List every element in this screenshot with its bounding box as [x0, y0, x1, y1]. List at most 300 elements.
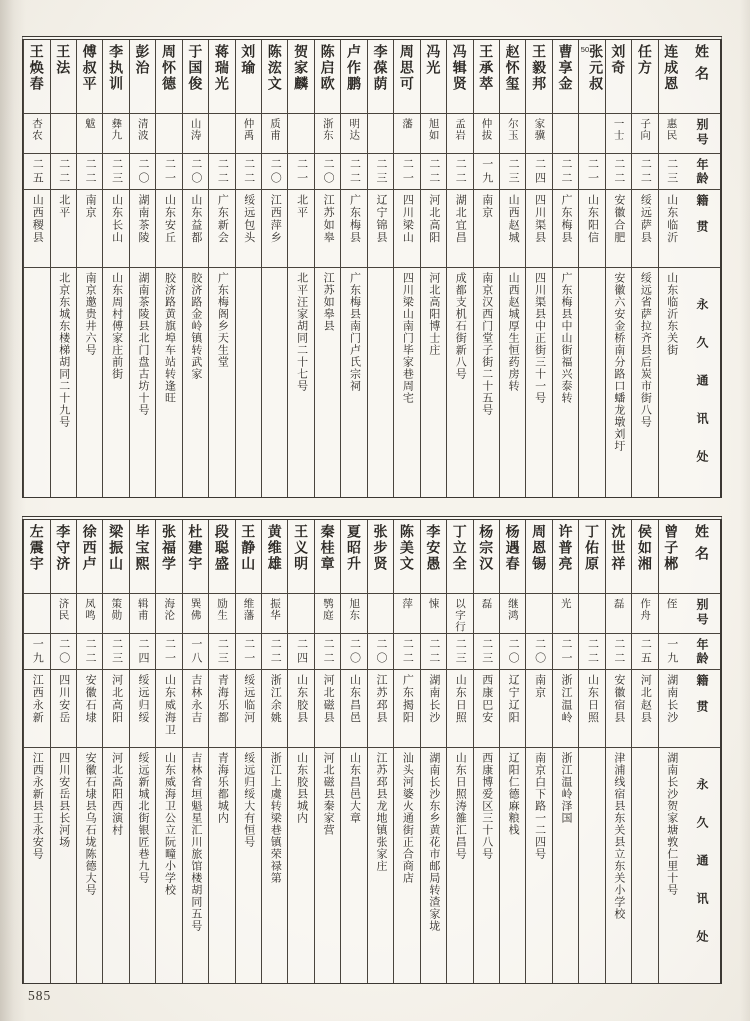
person-native-text: 四川梁山 — [401, 194, 414, 244]
person-age-text: 二二 — [269, 638, 282, 666]
person-name — [315, 40, 340, 114]
person-column — [578, 40, 604, 497]
person-native-text: 安徽宿县 — [612, 674, 625, 724]
person-address — [632, 268, 657, 497]
person-age — [262, 634, 287, 670]
person-address — [579, 268, 604, 497]
person-address-text: 绥远归绥大有恒号 — [242, 752, 255, 848]
person-column — [552, 40, 578, 497]
person-native — [77, 670, 102, 748]
person-name-text: 周思可 — [398, 44, 415, 92]
person-native — [579, 670, 604, 748]
person-column — [473, 40, 499, 497]
person-native — [288, 190, 313, 268]
person-address-text: 广东梅县南门卢氏宗祠 — [348, 272, 361, 392]
person-address-text: 青海乐都城内 — [216, 752, 229, 824]
person-native-text: 四川安岳 — [57, 674, 70, 724]
person-address-text: 吉林省垣魁星汇川旅馆楼胡同五号 — [189, 752, 202, 932]
person-column — [287, 520, 313, 983]
person-native-text: 浙江温岭 — [560, 674, 573, 724]
person-age — [341, 154, 366, 190]
person-address — [183, 748, 208, 983]
person-native-text: 绥远萨县 — [639, 194, 652, 244]
person-name — [632, 520, 657, 594]
person-name-text: 黄维雄 — [266, 524, 283, 572]
person-column — [367, 40, 393, 497]
person-alias-text: 杏农 — [31, 118, 44, 141]
person-age-text: 一九 — [665, 638, 678, 666]
person-address — [183, 268, 208, 497]
person-address — [447, 268, 472, 497]
person-name — [500, 40, 525, 114]
person-name-text: 刘瑜 — [240, 44, 257, 76]
person-name — [341, 40, 366, 114]
person-address — [421, 748, 446, 983]
person-native-text: 南京 — [480, 194, 493, 219]
person-age — [606, 154, 631, 190]
person-column — [314, 520, 340, 983]
person-alias — [394, 594, 419, 634]
person-address — [474, 748, 499, 983]
person-alias — [315, 114, 340, 154]
person-name — [368, 520, 393, 594]
person-address-text: 绥远新城北街银匠巷九号 — [137, 752, 150, 884]
person-age-text: 二一 — [242, 638, 255, 666]
person-name-text: 陈浤文 — [266, 44, 283, 92]
person-alias-text: 仲禹 — [242, 118, 255, 141]
person-name — [553, 40, 578, 114]
person-address — [315, 268, 340, 497]
person-address-text: 山东威海卫公立阮疃小学校 — [163, 752, 176, 896]
person-address — [368, 748, 393, 983]
person-alias — [659, 594, 684, 634]
person-name — [553, 520, 578, 594]
person-age-text: 二一 — [295, 158, 308, 186]
person-age — [315, 154, 340, 190]
person-alias-text: 凤鸣 — [83, 598, 96, 621]
header-alias-text: 别号 — [695, 598, 709, 628]
person-address — [632, 748, 657, 983]
person-column — [261, 40, 287, 497]
person-name — [447, 40, 472, 114]
person-native-text: 广东梅县 — [348, 194, 361, 244]
person-alias-text: 鹗庭 — [321, 598, 334, 621]
person-column — [102, 40, 128, 497]
person-alias — [209, 594, 234, 634]
person-native-text: 青海乐都 — [216, 674, 229, 724]
person-column — [525, 40, 551, 497]
person-column — [50, 40, 76, 497]
person-alias — [606, 114, 631, 154]
person-alias — [130, 594, 155, 634]
person-alias — [500, 594, 525, 634]
person-age — [183, 634, 208, 670]
person-name — [103, 40, 128, 114]
person-native-text: 江西永新 — [31, 674, 44, 724]
person-alias-text: 魃 — [83, 118, 96, 130]
person-name-text: 于国俊 — [187, 44, 204, 92]
person-alias — [368, 594, 393, 634]
person-native — [183, 670, 208, 748]
person-column — [340, 520, 366, 983]
header-name-text: 姓名 — [694, 524, 710, 568]
person-native — [209, 190, 234, 268]
person-address — [236, 748, 261, 983]
person-name-text: 曹享金 — [557, 44, 574, 92]
header-native — [684, 190, 720, 268]
person-alias — [579, 594, 604, 634]
person-age-text: 二二 — [242, 158, 255, 186]
person-name-text: 王义明 — [293, 524, 310, 572]
person-address-text: 江苏如皋县 — [322, 272, 335, 332]
person-native — [553, 670, 578, 748]
person-age-text: 二五 — [31, 158, 44, 186]
person-native — [77, 190, 102, 268]
person-native-text: 辽宁辽阳 — [507, 674, 520, 724]
person-name — [368, 40, 393, 114]
person-age — [579, 154, 604, 190]
person-alias — [421, 594, 446, 634]
person-address-text: 湖南长沙贺家塘敦仁里十号 — [665, 752, 678, 896]
person-native-text: 山东长山 — [110, 194, 123, 244]
person-native-text: 河北高阳 — [110, 674, 123, 724]
person-native — [447, 670, 472, 748]
person-note: 50 — [580, 45, 590, 54]
person-name — [447, 520, 472, 594]
person-address — [368, 268, 393, 497]
person-age — [394, 154, 419, 190]
person-age — [394, 634, 419, 670]
person-address-text: 山西赵城厚生恒药房转 — [507, 272, 520, 392]
person-name — [632, 40, 657, 114]
person-native — [315, 190, 340, 268]
person-age — [606, 634, 631, 670]
person-native-text: 广东梅县 — [560, 194, 573, 244]
person-age — [183, 154, 208, 190]
person-column — [446, 40, 472, 497]
person-age — [288, 154, 313, 190]
person-native — [236, 190, 261, 268]
person-name — [606, 520, 631, 594]
person-address-text: 山东日照涛雒汇昌号 — [454, 752, 467, 860]
person-age-text: 二一 — [586, 158, 599, 186]
person-alias — [474, 594, 499, 634]
person-age-text: 二二 — [560, 158, 573, 186]
person-native-text: 四川渠县 — [533, 194, 546, 244]
person-age — [659, 634, 684, 670]
person-column — [182, 520, 208, 983]
person-native-text: 广东新会 — [216, 194, 229, 244]
person-name-text: 夏昭升 — [346, 524, 363, 572]
page-number: 585 — [28, 988, 52, 1003]
person-address — [236, 268, 261, 497]
person-age-text: 一九 — [480, 158, 493, 186]
header-alias — [684, 114, 720, 154]
person-name — [183, 40, 208, 114]
person-alias — [553, 114, 578, 154]
person-native — [394, 190, 419, 268]
person-address — [394, 748, 419, 983]
person-name-text: 周恩锡 — [531, 524, 548, 572]
person-name-text: 傅叔平 — [81, 44, 98, 92]
person-alias-text: 作舟 — [639, 598, 652, 621]
person-name — [526, 520, 551, 594]
person-native-text: 湖南长沙 — [427, 674, 440, 724]
person-column — [208, 40, 234, 497]
person-alias — [447, 114, 472, 154]
person-column — [235, 40, 261, 497]
person-age — [553, 634, 578, 670]
person-name-text: 丁佑原 — [583, 524, 600, 572]
person-native — [659, 190, 684, 268]
person-column — [50, 520, 76, 983]
person-native — [659, 670, 684, 748]
header-name — [684, 520, 720, 594]
person-alias-text: 振华 — [268, 598, 281, 621]
person-native-text: 河北磁县 — [322, 674, 335, 724]
header-native-text: 籍贯 — [695, 194, 709, 246]
person-native-text: 浙江余姚 — [269, 674, 282, 724]
person-address-text: 山东昌邑大章 — [348, 752, 361, 824]
person-alias-text: 策勋 — [110, 598, 123, 621]
person-age-text: 二三 — [110, 638, 123, 666]
person-column — [525, 520, 551, 983]
person-age-text: 二二 — [57, 158, 70, 186]
person-age — [156, 154, 181, 190]
person-age-text: 二二 — [322, 638, 335, 666]
person-address — [209, 268, 234, 497]
person-native-text: 北平 — [57, 194, 70, 219]
person-age — [236, 634, 261, 670]
person-age — [579, 634, 604, 670]
person-name-text: 李执训 — [108, 44, 125, 92]
person-native-text: 山东威海卫 — [163, 674, 176, 737]
person-native — [606, 190, 631, 268]
person-native-text: 绥远归绥 — [137, 674, 150, 724]
person-address — [659, 748, 684, 983]
person-age-text: 二三 — [216, 638, 229, 666]
person-column — [235, 520, 261, 983]
person-native-text: 山东益都 — [189, 194, 202, 244]
person-name — [474, 520, 499, 594]
person-name-text: 陈启欧 — [319, 44, 336, 92]
person-age — [130, 154, 155, 190]
person-name — [474, 40, 499, 114]
person-column — [182, 40, 208, 497]
person-name-text: 任方 — [636, 44, 653, 76]
person-address-text: 南京白下路一二四号 — [533, 752, 546, 860]
person-alias-text: 悚 — [427, 598, 440, 610]
person-name-text: 王法 — [55, 44, 72, 76]
person-native — [421, 190, 446, 268]
person-column — [446, 520, 472, 983]
person-age-text: 二一 — [560, 638, 573, 666]
person-alias-text: 萍 — [401, 598, 414, 610]
person-native-text: 湖北宜昌 — [454, 194, 467, 244]
person-age — [632, 154, 657, 190]
person-alias-text: 孟岩 — [454, 118, 467, 141]
person-native-text: 江苏邳县 — [374, 674, 387, 724]
person-age — [474, 634, 499, 670]
person-native — [341, 670, 366, 748]
header-age — [684, 634, 720, 670]
person-name-text: 卢作鹏 — [346, 44, 363, 92]
person-address — [156, 748, 181, 983]
person-address — [447, 748, 472, 983]
person-name — [579, 40, 604, 114]
person-address — [103, 748, 128, 983]
person-alias-text: 维藩 — [242, 598, 255, 621]
person-age-text: 二〇 — [374, 638, 387, 666]
header-address-text: 永久通讯处 — [695, 778, 709, 968]
person-name-text: 贺家麟 — [293, 44, 310, 92]
person-native — [632, 670, 657, 748]
person-name-text: 王焕春 — [28, 44, 45, 92]
person-name — [262, 40, 287, 114]
person-column — [155, 520, 181, 983]
person-alias-text: 侄 — [665, 598, 678, 610]
person-column — [420, 40, 446, 497]
person-address — [288, 748, 313, 983]
person-native — [447, 190, 472, 268]
person-address-text: 山东临沂东关街 — [665, 272, 678, 356]
person-address-text: 胶济路金岭镇转武家 — [189, 272, 202, 380]
person-name — [24, 40, 49, 114]
person-native — [130, 670, 155, 748]
person-name — [77, 40, 102, 114]
person-column — [76, 40, 102, 497]
person-native-text: 江西萍乡 — [269, 194, 282, 244]
person-age — [500, 634, 525, 670]
person-native — [51, 190, 76, 268]
person-name — [288, 40, 313, 114]
person-alias — [236, 594, 261, 634]
person-age-text: 二三 — [507, 158, 520, 186]
person-alias — [103, 594, 128, 634]
person-alias-text: 明达 — [348, 118, 361, 141]
person-alias — [288, 594, 313, 634]
person-age — [553, 154, 578, 190]
person-age-text: 二三 — [454, 638, 467, 666]
person-name-text: 段聪盛 — [213, 524, 230, 572]
person-address — [77, 748, 102, 983]
person-address — [341, 748, 366, 983]
person-alias-text: 励生 — [216, 598, 229, 621]
person-native-text: 北平 — [295, 194, 308, 219]
person-name — [236, 40, 261, 114]
person-name-text: 李葆荫 — [372, 44, 389, 92]
person-native — [500, 670, 525, 748]
person-native — [236, 670, 261, 748]
person-address — [130, 268, 155, 497]
person-address-text: 南京邀贵井六号 — [84, 272, 97, 356]
person-age — [526, 634, 551, 670]
person-address — [130, 748, 155, 983]
person-address — [24, 268, 49, 497]
person-address-text: 西康博爱区三十八号 — [480, 752, 493, 860]
person-native-text: 辽宁锦县 — [374, 194, 387, 244]
person-native — [130, 190, 155, 268]
person-name — [659, 40, 684, 114]
person-address — [341, 268, 366, 497]
person-age — [209, 634, 234, 670]
person-age — [51, 634, 76, 670]
person-alias-text: 一士 — [612, 118, 625, 141]
person-age — [500, 154, 525, 190]
person-age — [209, 154, 234, 190]
person-alias — [183, 114, 208, 154]
header-native — [684, 670, 720, 748]
person-address-text: 山东胶县城内 — [295, 752, 308, 824]
person-alias — [24, 594, 49, 634]
person-name-text: 许普亮 — [557, 524, 574, 572]
person-name — [24, 520, 49, 594]
person-name-text: 刘奇 — [610, 44, 627, 76]
person-alias — [394, 114, 419, 154]
person-name — [236, 520, 261, 594]
person-name — [394, 520, 419, 594]
person-age — [474, 154, 499, 190]
header-address — [684, 748, 720, 983]
person-alias — [632, 114, 657, 154]
header-alias-text: 别号 — [695, 118, 709, 148]
person-address — [421, 268, 446, 497]
person-address — [209, 748, 234, 983]
person-address — [156, 268, 181, 497]
person-alias-text: 旭东 — [348, 598, 361, 621]
person-alias — [103, 114, 128, 154]
person-name — [421, 520, 446, 594]
roster-table-bottom — [22, 516, 722, 984]
person-age-text: 二〇 — [348, 638, 361, 666]
person-alias — [632, 594, 657, 634]
person-age-text: 二二 — [639, 158, 652, 186]
person-native — [103, 670, 128, 748]
person-alias-text: 清波 — [136, 118, 149, 141]
person-alias — [77, 594, 102, 634]
person-native — [183, 190, 208, 268]
person-native-text: 吉林永吉 — [189, 674, 202, 724]
person-age-text: 二〇 — [57, 638, 70, 666]
person-address-text: 河北高阳西演村 — [110, 752, 123, 836]
person-alias-text: 质甫 — [268, 118, 281, 141]
person-address-text: 安徽石埭县乌石垅陈德大号 — [84, 752, 97, 896]
person-native — [24, 670, 49, 748]
person-name-text: 张元叔 50 — [580, 44, 605, 92]
person-name — [130, 520, 155, 594]
person-address-text: 成都支机石街新八号 — [454, 272, 467, 380]
person-name — [341, 520, 366, 594]
person-name — [659, 520, 684, 594]
person-native — [526, 190, 551, 268]
person-alias — [315, 594, 340, 634]
person-address-text: 绥远省萨拉齐县后炭市街八号 — [639, 272, 652, 428]
person-address — [262, 748, 287, 983]
person-age — [24, 154, 49, 190]
person-age — [659, 154, 684, 190]
person-age — [368, 634, 393, 670]
person-age-text: 一九 — [31, 638, 44, 666]
person-alias-text: 旭如 — [427, 118, 440, 141]
person-age-text: 二一 — [163, 638, 176, 666]
person-address — [526, 268, 551, 497]
person-name-text: 王承萃 — [478, 44, 495, 92]
header-column — [684, 40, 721, 497]
person-native — [606, 670, 631, 748]
person-native-text: 山东临沂 — [665, 194, 678, 244]
person-age-text: 二二 — [427, 638, 440, 666]
person-address-text: 广东梅阁乡天生堂 — [216, 272, 229, 368]
